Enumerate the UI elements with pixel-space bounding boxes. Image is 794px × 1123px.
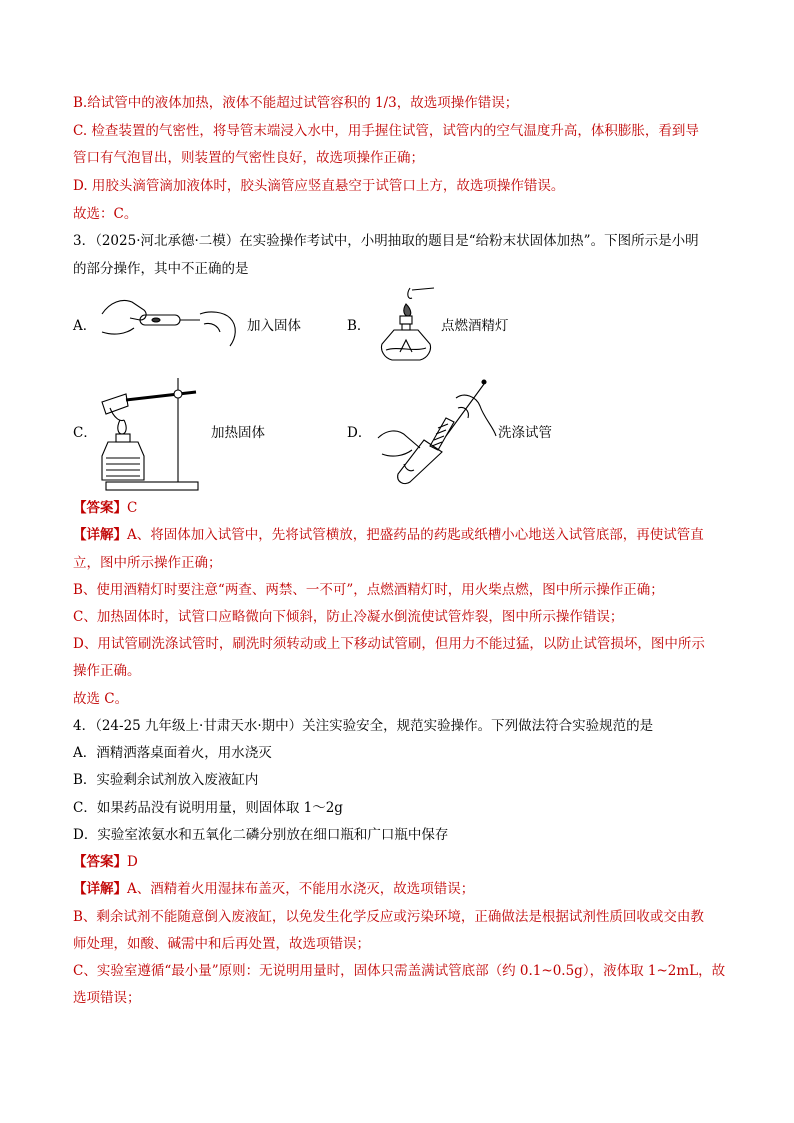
q3-option-c-caption: 加热固体	[211, 425, 265, 441]
q3-detail-d-line1: D、用试管刷洗涤试管时，刷洗时须转动或上下移动试管刷，但用力不能过猛，以防止试管损坏，图中所示	[73, 636, 705, 652]
detail-a-text: A、酒精着火用湿抹布盖灭，不能用水浇灭，故选项错误；	[127, 881, 475, 897]
q3-option-d-letter: D．	[347, 425, 372, 441]
q3-option-a-letter: A．	[73, 318, 97, 334]
q2-option-c-analysis-line2: 管口有气泡冒出，则装置的气密性良好，故选项操作正确；	[73, 150, 424, 166]
q4-option-b: B．实验剩余试剂放入废液缸内	[73, 772, 259, 788]
detail-a-text: A、将固体加入试管中，先将试管横放，把盛药品的药匙或纸槽小心地送入试管底部，再使试管直	[127, 527, 704, 543]
q3-option-d-caption: 洗涤试管	[498, 425, 552, 441]
q4-stem: 4．（24-25 九年级上·甘肃天水·期中）关注实验安全，规范实验操作。下列做法符合实验规范的是	[73, 718, 654, 734]
q3-stem-line1: 3．（2025·河北承德·二模）在实验操作考试中，小明抽取的题目是“给粉末状固体加热”。下图所示是小明	[73, 233, 699, 249]
q2-option-c-analysis-line1: C. 检查装置的气密性，将导管末端浸入水中，用手握住试管，试管内的空气温度升高，体积膨胀，看到导	[73, 123, 699, 139]
lighting-lamp-figure	[372, 286, 437, 366]
q4-detail-b-line2: 师处理，如酸、碱需中和后再处置，故选项错误；	[73, 936, 370, 952]
q4-detail-a	[73, 879, 734, 899]
adding-solid-figure	[100, 292, 245, 362]
q3-option-c-letter: C．	[73, 425, 97, 441]
q3-detail-b: B、使用酒精灯时要注意“两查、两禁、一不可”，点燃酒精灯时，用火柴点燃，图中所示操作正确；	[73, 582, 664, 598]
q3-stem-line2: 的部分操作，其中不正确的是	[73, 261, 249, 277]
answer-value: D	[127, 854, 138, 870]
q3-option-a-caption: 加入固体	[247, 318, 301, 334]
answer-tag: 【答案】	[73, 500, 127, 516]
q3-option-b-caption: 点燃酒精灯	[441, 318, 509, 334]
q3-conclusion: 故选 C。	[73, 691, 129, 707]
q4-detail-c-line2: 选项错误；	[73, 990, 141, 1006]
detail-tag: 【详解】	[73, 527, 127, 543]
q3-detail-a-line2: 立，图中所示操作正确；	[73, 555, 222, 571]
q2-conclusion: 故选：C。	[73, 206, 138, 222]
q4-detail-b-line1: B、剩余试剂不能随意倒入废液缸，以免发生化学反应或污染环境，正确做法是根据试剂性质回收或交由教	[73, 909, 704, 925]
q4-detail-c-line1: C、实验室遵循“最小量”原则：无说明用量时，固体只需盖满试管底部（约 0.1~0.5g），液体取 1~2mL，故	[73, 963, 726, 979]
q4-option-d: D．实验室浓氨水和五氧化二磷分别放在细口瓶和广口瓶中保存	[73, 827, 449, 843]
washing-tube-figure	[376, 378, 498, 486]
answer-tag: 【答案】	[73, 854, 127, 870]
heating-solid-figure	[96, 372, 214, 494]
q3-option-b-letter: B．	[347, 318, 371, 334]
answer-value: C	[127, 500, 138, 516]
q3-detail-c: C、加热固体时，试管口应略微向下倾斜，防止冷凝水倒流使试管炸裂，图中所示操作错误；	[73, 609, 624, 625]
q3-answer-row	[73, 498, 734, 518]
q4-answer-row	[73, 852, 734, 872]
q2-option-d-analysis: D. 用胶头滴管滴加液体时，胶头滴管应竖直悬空于试管口上方，故选项操作错误。	[73, 178, 565, 194]
q4-option-c: C．如果药品没有说明用量，则固体取 1～2g	[73, 800, 343, 816]
q2-option-b-analysis: B.给试管中的液体加热，液体不能超过试管容积的 1/3，故选项操作错误；	[73, 95, 519, 111]
q3-detail-d-line2: 操作正确。	[73, 663, 141, 679]
q4-option-a: A．酒精洒落桌面着火，用水浇灭	[73, 745, 272, 761]
detail-tag: 【详解】	[73, 881, 127, 897]
q3-detail-a-line1	[73, 525, 734, 545]
